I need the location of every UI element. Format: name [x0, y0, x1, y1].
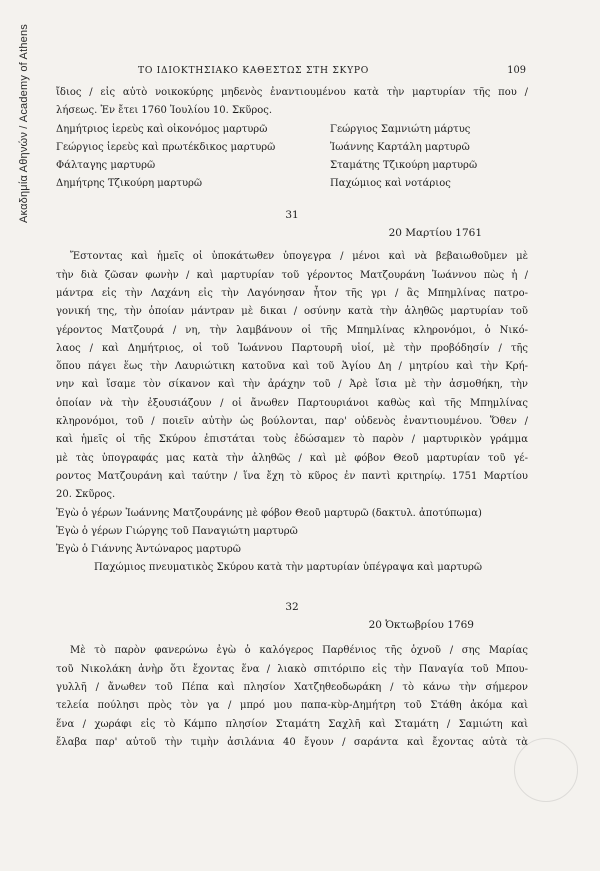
text-line: λαος / καὶ Δημήτριος, οἱ τοῦ Ἰωάννου Παρτουρῆ υἱοί, μὲ τὴν προβόδησίν / τῆς — [56, 342, 528, 354]
signature-line: Δημήτριος ἱερεὺς καὶ οἰκονόμος μαρτυρῶ — [56, 123, 268, 135]
text-line: ἕνα / χωράφι εἰς τὸ Κάμπο πλησίον Σταμάτη Σαχλῆ καὶ Σταμάτη / Σαμιώτη καὶ — [56, 718, 528, 730]
text-line: γονική της, τὴν ὁποίαν μάντραν μὲ δικαι / οσύνην κατὰ τὴν ἀληθῶς μαρτυρίαν τοῦ — [56, 306, 528, 318]
document-date: 20 Μαρτίου 1761 — [388, 227, 482, 240]
text-line: ὅπου πάγει ἕως τὴν Λαυριώτικη κατοῦνα καὶ τοῦ Ἁγίου Δη / μητρίου καὶ τὴν Κρή- — [56, 361, 528, 373]
text-line: Μὲ τὸ παρὸν φανερώνω ἐγὼ ὁ καλόγερος Παρθένιος τῆς ὁχνοῦ / σης Μαρίας — [70, 645, 528, 657]
archive-watermark: Ακαδημία Αθηνών / Academy of Athens — [18, 24, 30, 224]
signature-line: Γεώργιος Σαμνιώτη μάρτυς — [330, 123, 471, 135]
text-line: τοῦ Νικολάκη ἀνὴρ ὅτι ἔχοντας ἕνα / λιακὸ σπιτόριπο εἰς τὴν Παναγία τοῦ Μπου- — [56, 663, 528, 675]
signature-block-1 — [56, 121, 528, 194]
text-line: γέροντος Ματζουρά / νη, τὴν λαμβάνουν οἱ τῆς Μπημλίνας κληρονόμοι, ὁ Νικό- — [56, 324, 528, 336]
text-line: τελεία πούλησι πρὸς τὸν γα / μπρό μου παπα-κὺρ-Δημήτρη τοῦ Στάθη ἀκόμα καὶ — [56, 700, 528, 712]
intro-paragraph — [56, 84, 528, 121]
signature-line: Δημήτρης Τζικούρη μαρτυρῶ — [56, 178, 203, 190]
signature-line: Σταμάτης Τζικούρη μαρτυρῶ — [330, 160, 478, 172]
text-line: κληρονόμοι, τοῦ / ποιεῖν αὐτὴν ὡς βούλονται, παρ' οὐδενὸς ἐναντιουμένου. Ὅθεν / — [56, 416, 528, 428]
text-line: ὁποίαν νὰ τὴν ἐξουσιάζουν / οἱ ἄνωθεν Παρτουριάνοι καθὼς καὶ τῆς Μπημλίνας — [56, 397, 528, 409]
text-line: ἴδιος / εἰς αὐτὸ νοικοκύρης μηδενὸς ἐναντιουμένου κατὰ τὴν μαρτυρίαν τῆς που / — [56, 87, 528, 98]
document-number: 32 — [285, 600, 299, 613]
library-stamp — [514, 738, 578, 802]
signature-column-left — [56, 121, 330, 194]
signature-line: Φάλταγης μαρτυρῶ — [56, 160, 156, 172]
signature-line: Ἰωάννης Καρτάλη μαρτυρῶ — [330, 141, 470, 153]
text-line: καὶ ἡμεῖς οἱ τῆς Σκύρου ἐπιστάται τοὺς ἐδώσαμεν τὸ παρὸν / μαρτυρικὸν γράμμα — [56, 434, 528, 446]
page-header — [56, 62, 528, 80]
text-line: γυλλῆ / ἄνωθεν τοῦ Πέπα καὶ πλησίον Χατζηθεοδωράκη / τὸ κάνω τὴν σήμερον — [56, 681, 528, 693]
text-line: τὴν διὰ ζῶσαν φωνὴν / καὶ μαρτυρίαν τοῦ γέροντος Ματζουράνη Ἰωάννου πὼς ἡ / — [56, 269, 528, 281]
page-number: 109 — [507, 65, 526, 76]
signature-line: Παχώμιος καὶ νοτάριος — [330, 178, 451, 190]
document-32-body — [56, 642, 528, 752]
text-line: λήσεως. Ἐν ἔτει 1760 Ἰουλίου 10. Σκῦρος. — [56, 105, 273, 117]
running-head: ΤΟ ΙΔΙΟΚΤΗΣΙΑΚΟ ΚΑΘΕΣΤΩΣ ΣΤΗ ΣΚΥΡΟ — [138, 65, 369, 76]
document-number: 31 — [285, 208, 299, 221]
text-line: Ἔστοντας καὶ ἡμεῖς οἱ ὑποκάτωθεν ὑπογεγρα / μένοι καὶ νὰ βεβαιωθοῦμεν μὲ — [70, 251, 528, 263]
document-31-signatures — [56, 505, 528, 578]
text-line: μάντρα εἰς τὴν Λαχάνη εἰς τὴν Λαγόνησαν ἦτον τῆς γρι / ἂς Μπημλίνας πατρο- — [56, 287, 528, 299]
notary-line: Παχώμιος πνευματικὸς Σκύρου κατὰ τὴν μαρτυρίαν ὑπέγραψα καὶ μαρτυρῶ — [94, 562, 483, 574]
signature-line: Ἐγὼ ὁ Γιάννης Ἀντώναρος μαρτυρῶ — [56, 544, 241, 556]
text-line: ἔλαβα παρ' αὐτοῦ τὴν τιμὴν ἀσιλάνια 40 ἔγουν / σαράντα καὶ ἔχοντας αὐτὰ τὰ — [56, 736, 528, 748]
text-line: ροντος Ματζουράνη καὶ ταύτην / ἵνα ἔχη τὸ κῦρος ἐν παντὶ κριτηρίῳ. 1751 Μαρτίου — [56, 470, 528, 482]
text-line: μὲ τὰς ὑπογραφάς μας κατὰ τὴν ἀληθῶς / καὶ μὲ φόβον Θεοῦ μαρτυρίαν τοῦ γέ- — [56, 452, 528, 464]
text-line: 20. Σκῦρος. — [56, 489, 116, 501]
signature-line: Ἐγὼ ὁ γέρων Γιώργης τοῦ Παναγιώτη μαρτυρῶ — [56, 525, 298, 537]
document-page — [56, 62, 528, 752]
document-date: 20 Ὀκτωβρίου 1769 — [368, 619, 474, 632]
signature-line: Γεώργιος ἱερεὺς καὶ πρωτέκδικος μαρτυρῶ — [56, 141, 276, 153]
signature-line: Ἐγὼ ὁ γέρων Ἰωάννης Ματζουράνης μὲ φόβον Θεοῦ μαρτυρῶ (δακτυλ. ἀποτύπωμα) — [56, 507, 482, 519]
signature-column-right — [330, 121, 528, 194]
document-31-body — [56, 248, 528, 504]
text-line: νην καὶ ἴσαμε τὸν σίκανον καὶ τὴν ἀράχην τοῦ / Ἀρὲ ἴσια μὲ τὴν ἀσμοθήκη, τὴν — [56, 379, 528, 391]
